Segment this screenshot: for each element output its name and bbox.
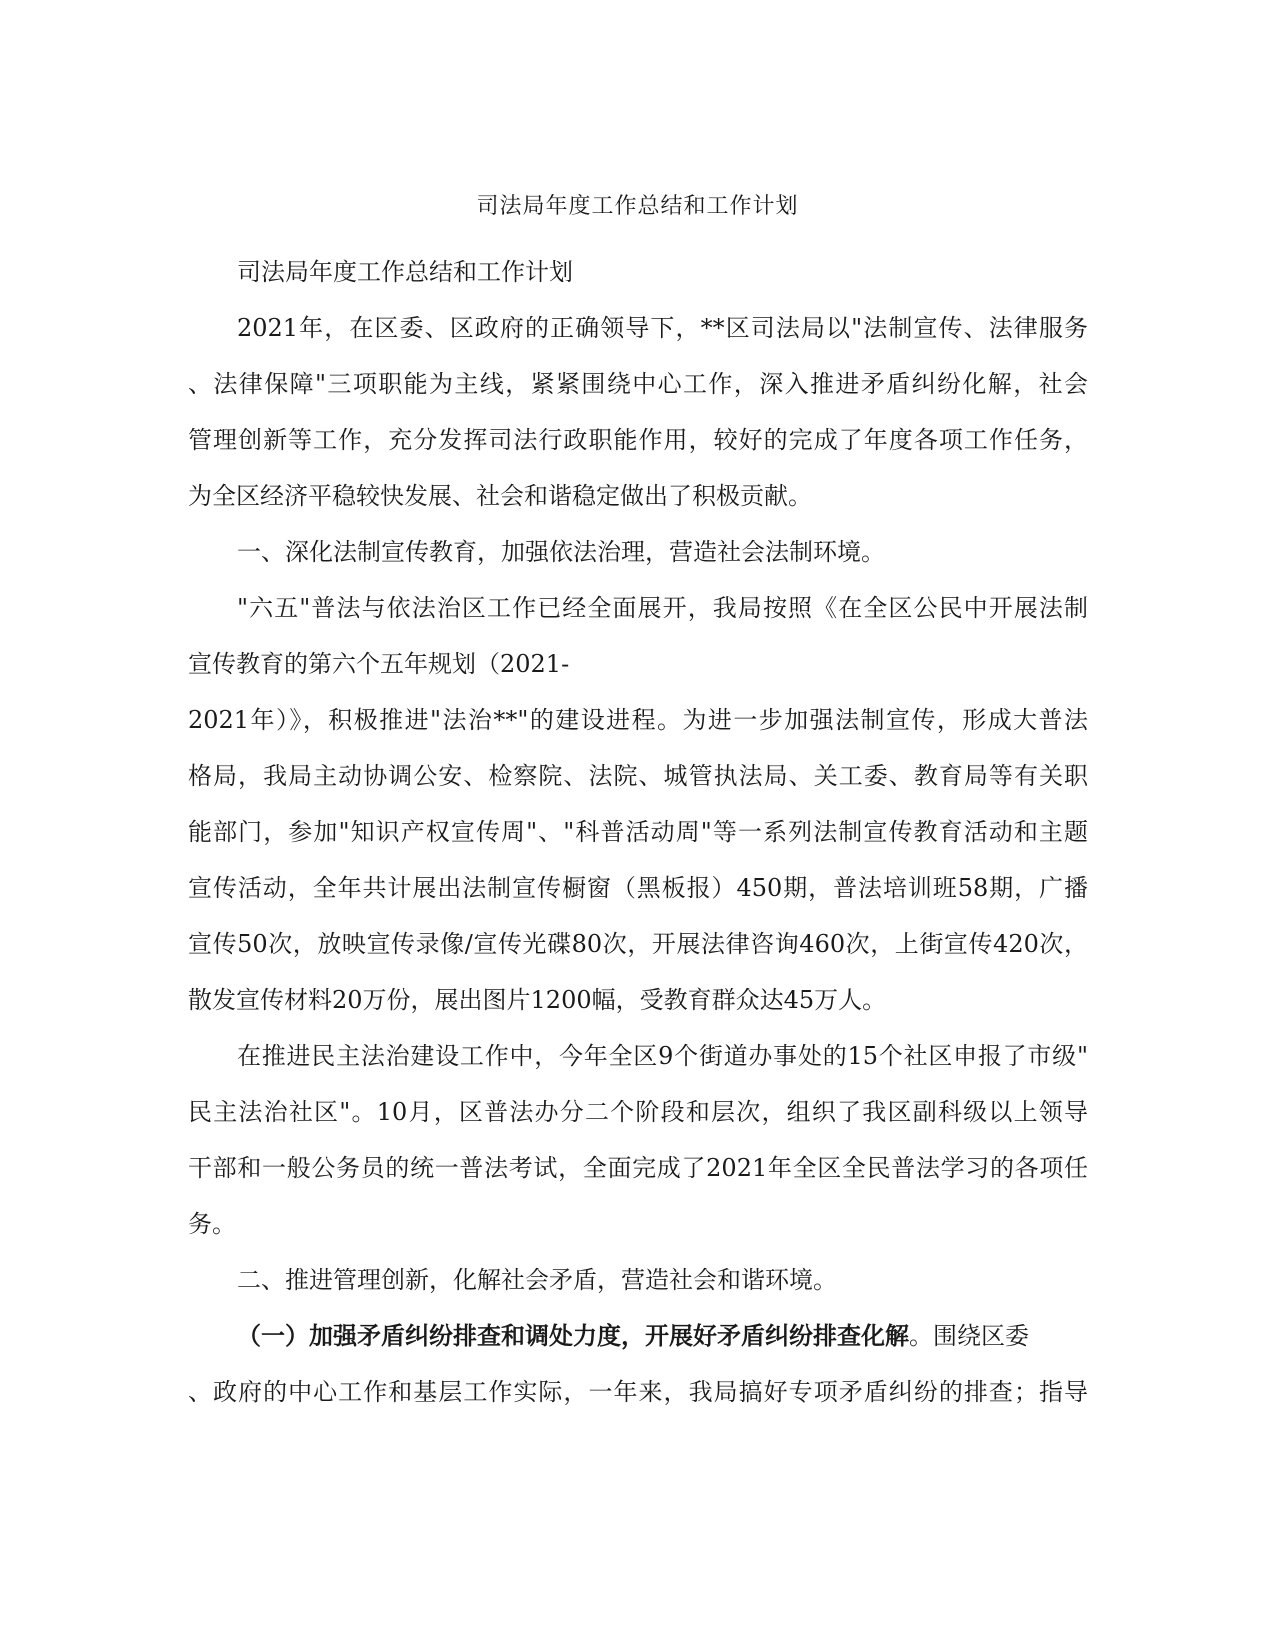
paragraph-line: 2021年，在区委、区政府的正确领导下，**区司法局以"法制宣传、法律服务 xyxy=(237,314,1088,342)
section-heading: 二、推进管理创新，化解社会矛盾，营造社会和谐环境。 xyxy=(237,1266,837,1294)
paragraph-line: 格局，我局主动协调公安、检察院、法院、城管执法局、关工委、教育局等有关职 xyxy=(188,762,1088,790)
paragraph-line: 、法律保障"三项职能为主线，紧紧围绕中心工作，深入推进矛盾纠纷化解，社会 xyxy=(188,370,1088,398)
paragraph-line: 民主法治社区"。10月，区普法办分二个阶段和层次，组织了我区副科级以上领导 xyxy=(188,1098,1088,1126)
paragraph-line: 宣传教育的第六个五年规划（2021- xyxy=(188,650,570,678)
paragraph-line: 干部和一般公务员的统一普法考试，全面完成了2021年全区全民普法学习的各项任 xyxy=(188,1154,1088,1182)
paragraph-line: 宣传活动，全年共计展出法制宣传橱窗（黑板报）450期，普法培训班58期，广播 xyxy=(188,874,1088,902)
subsection-heading: （一）加强矛盾纠纷排查和调处力度，开展好矛盾纠纷排查化解 xyxy=(237,1321,909,1350)
paragraph-line: 散发宣传材料20万份，展出图片1200幅，受教育群众达45万人。 xyxy=(188,986,887,1014)
paragraph-line: 在推进民主法治建设工作中，今年全区9个街道办事处的15个社区申报了市级" xyxy=(237,1042,1088,1070)
subsection-line xyxy=(237,1320,1088,1352)
paragraph-line: "六五"普法与依法治区工作已经全面展开，我局按照《在全区公民中开展法制 xyxy=(237,594,1088,622)
paragraph-line: 2021年）》，积极推进"法治**"的建设进程。为进一步加强法制宣传，形成大普法 xyxy=(188,706,1088,734)
paragraph-line: 管理创新等工作，充分发挥司法行政职能作用，较好的完成了年度各项工作任务， xyxy=(188,426,1088,454)
paragraph-line: 、政府的中心工作和基层工作实际，一年来，我局搞好专项矛盾纠纷的排查；指导 xyxy=(188,1378,1088,1406)
subtitle-line: 司法局年度工作总结和工作计划 xyxy=(237,258,573,286)
paragraph-line: 为全区经济平稳较快发展、社会和谐稳定做出了积极贡献。 xyxy=(188,482,812,510)
paragraph-line: 能部门，参加"知识产权宣传周"、"科普活动周"等一系列法制宣传教育活动和主题 xyxy=(188,818,1088,846)
paragraph-line: 务。 xyxy=(188,1210,236,1238)
paragraph-line: 宣传50次，放映宣传录像/宣传光碟80次，开展法律咨询460次，上街宣传420次， xyxy=(188,930,1088,958)
document-title: 司法局年度工作总结和工作计划 xyxy=(476,194,799,219)
section-heading: 一、深化法制宣传教育，加强依法治理，营造社会法制环境。 xyxy=(237,538,885,566)
subsection-text: 。围绕区委 xyxy=(909,1322,1029,1350)
